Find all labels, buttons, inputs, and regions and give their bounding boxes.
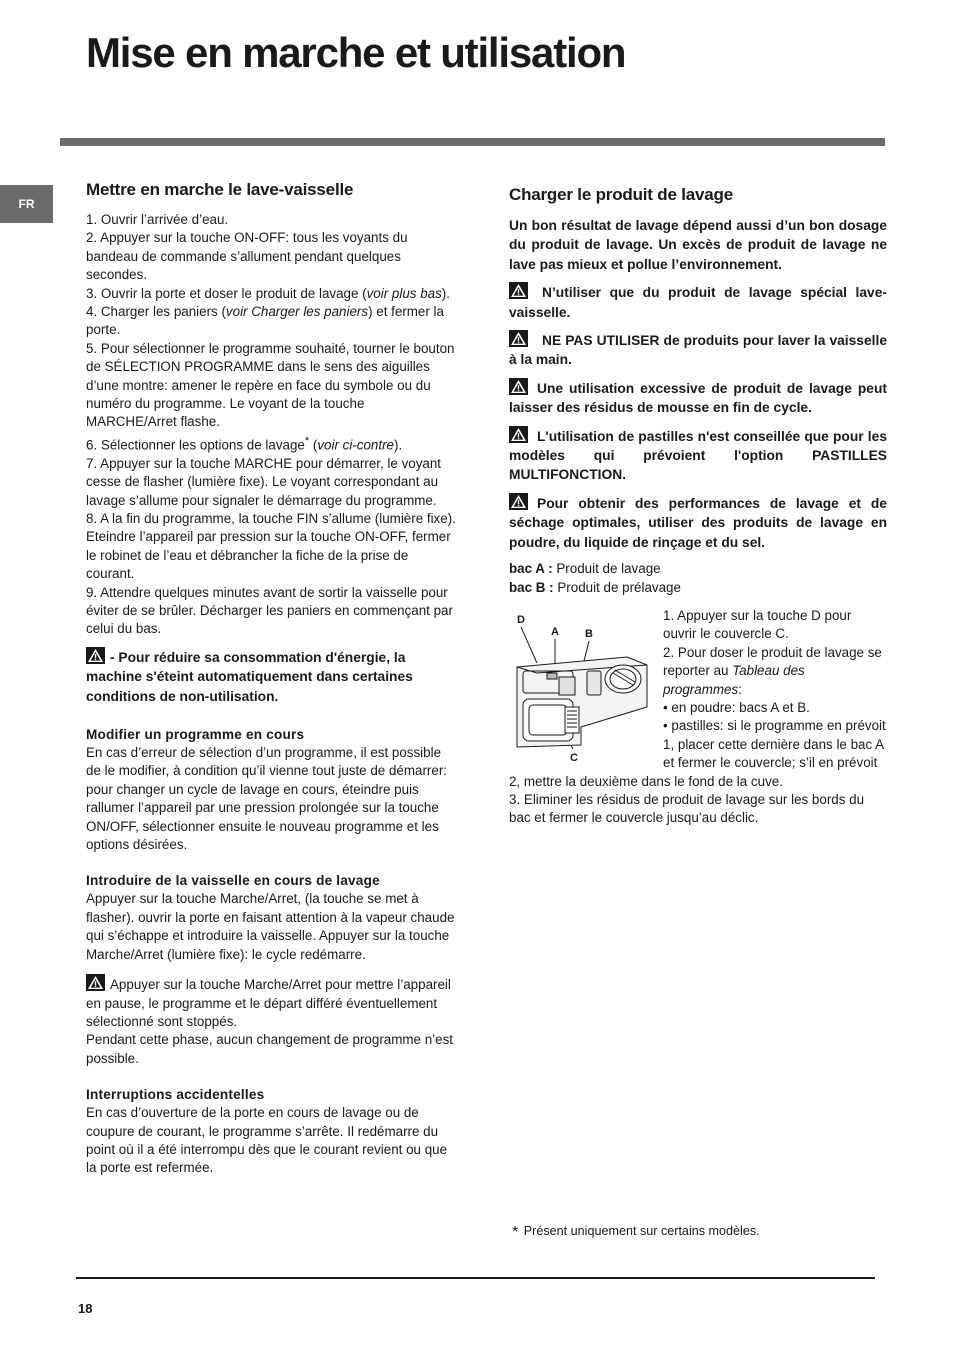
- step-3: [86, 285, 458, 303]
- dispenser-step-2-text: 2. Pour doser le produit de lavage se reporter au: [663, 644, 882, 679]
- step-3-end: ).: [441, 285, 450, 301]
- section-heading-start: Mettre en marche le lave-vaisselle: [86, 180, 354, 199]
- label-d: D: [517, 613, 525, 626]
- language-tab: FR: [0, 185, 53, 223]
- footnote: [512, 1222, 760, 1242]
- step-6: [86, 432, 458, 455]
- left-column: [86, 178, 458, 1178]
- warning-icon: [509, 378, 528, 395]
- footnote-text: Présent uniquement sur certains modèles.: [523, 1224, 760, 1238]
- step-4-ref: voir Charger les paniers: [225, 304, 369, 320]
- label-b: B: [585, 627, 593, 640]
- step-4: [86, 303, 458, 340]
- modify-text: En cas d’erreur de sélection d’un programme, il est possible de le modifier, à condition qu’il vienne tout juste de démarrer: pour changer un cycle de lavage en cours, éteindre puis rallumer l’appareil par une pression prolongée sur la touche ON/OFF, sélectionner ensuite le nouveau programme et les options désirées.: [86, 745, 448, 853]
- label-a: A: [551, 625, 559, 638]
- step-8: 8. A la fin du programme, la touche FIN s’allume (lumière fixe). Eteindre l’appareil par pression sur la touche ON-OFF, fermer le robinet de l’eau et débrancher la fiche de la prise de courant.: [86, 510, 456, 582]
- detergent-dispenser-diagram: [509, 607, 659, 767]
- step-4-end: ) et fermer la porte.: [86, 304, 444, 338]
- step-6-asterisk: *: [304, 434, 310, 447]
- step-2: 2. Appuyer sur la touche ON-OFF: tous les voyants du bandeau de commande s’allument pendant quelques secondes.: [86, 230, 408, 283]
- bac-a-label: bac A :: [509, 561, 553, 577]
- warning-icon: [509, 493, 528, 510]
- bac-a-line: [509, 560, 887, 578]
- introduce-heading: Introduire de la vaisselle en cours de lavage: [86, 873, 380, 889]
- page-number: 18: [78, 1301, 93, 1316]
- step-1: 1. Ouvrir l’arrivée d’eau.: [86, 212, 229, 227]
- warning-3: [509, 378, 887, 418]
- warning-5-text: Pour obtenir des performances de lavage et de séchage optimales, utiliser des produits de lavage en poudre, du liquide de rinçage et du sel.: [509, 495, 887, 550]
- warning-icon: [509, 426, 528, 443]
- dispenser-step-2-ref: Tableau des programmes: [663, 663, 805, 697]
- step-3-ref: voir plus bas: [366, 285, 442, 301]
- step-4-text: 4. Charger les paniers (: [86, 304, 226, 320]
- dispenser-step-2-end: :: [738, 681, 742, 697]
- step-9: 9. Attendre quelques minutes avant de sortir la vaisselle pour éviter de se brûler. Décharger les paniers en commençant par celui du bas.: [86, 584, 453, 637]
- warning-icon: [509, 330, 528, 347]
- interrupt-text: En cas d’ouverture de la porte en cours de lavage ou de coupure de courant, le programme s’arrête. Il redémarre du point où il a été interrompu dès que le courant revient ou que la porte est refermée.: [86, 1105, 448, 1176]
- footer-divider: [76, 1277, 875, 1279]
- interrupt-heading: Interruptions accidentelles: [86, 1087, 265, 1103]
- modify-heading: Modifier un programme en cours: [86, 727, 305, 743]
- pause-text: [86, 974, 458, 1031]
- energy-warning-text: - Pour réduire sa consommation d'énergie, la machine s'éteint automatiquement dans certaines conditions de non-utilisation.: [86, 649, 413, 704]
- step-6-open: (: [309, 437, 318, 453]
- page-title: Mise en marche et utilisation: [86, 29, 626, 76]
- pause-text-content: Appuyer sur la touche Marche/Arret pour mettre l’appareil en pause, le programme et le départ différé éventuellement sélectionné sont stoppés.: [86, 977, 451, 1029]
- dispenser-step-3: 3. Eliminer les résidus de produit de lavage sur les bords du bac et fermer le couvercle jusqu’au déclic.: [509, 791, 865, 826]
- step-7: 7. Appuyer sur la touche MARCHE pour démarrer, le voyant cesse de flasher (lumière fixe). Le voyant correspondant au lavage s’allume pour signaler le démarrage du programme.: [86, 455, 442, 508]
- warning-icon: [86, 647, 105, 664]
- introduce-text: Appuyer sur la touche Marche/Arret, (la touche se met à flasher). ouvrir la porte en faisant attention à la vapeur chaude qui s’échappe et introduire la vaisselle. Appuyer sur la touche Marche/Arret (lumière fixe): le cycle redémarre.: [86, 891, 455, 962]
- step-6-ref: voir ci-contre: [317, 437, 394, 453]
- title-divider: [60, 138, 885, 146]
- label-c: C: [570, 751, 578, 764]
- warning-2-text: NE PAS UTILISER de produits pour laver la vaisselle à la main.: [509, 333, 887, 368]
- warning-5: [509, 493, 887, 552]
- bac-b-line: [509, 579, 887, 597]
- dispenser-section: [509, 607, 887, 828]
- dispenser-body: [517, 657, 647, 747]
- pause-text-2: Pendant cette phase, aucun changement de programme n’est possible.: [86, 1032, 453, 1066]
- energy-warning: [86, 647, 458, 706]
- bac-b-label: bac B :: [509, 579, 554, 595]
- section-heading-detergent: Charger le produit de lavage: [509, 185, 733, 204]
- step-3-text: 3. Ouvrir la porte et doser le produit de lavage (: [86, 285, 367, 301]
- step-6-end: ).: [394, 437, 403, 453]
- step-5: 5. Pour sélectionner le programme souhaité, tourner le bouton de SÉLECTION PROGRAMME dans le sens des aiguilles d’une montre: amener le repère en face du symbole ou du numéro du programme. Le voyant de la touche MARCHE/Arret flashe.: [86, 340, 455, 430]
- dispenser-bullet-1: • en poudre: bacs A et B.: [663, 699, 810, 715]
- step-6-text: 6. Sélectionner les options de lavage: [86, 437, 305, 453]
- warning-1: [509, 282, 887, 322]
- bac-a-text: Produit de lavage: [552, 561, 661, 577]
- warning-icon: [509, 282, 528, 299]
- detergent-intro: Un bon résultat de lavage dépend aussi d’un bon dosage du produit de lavage. Un excès de produit de lavage ne lave pas mieux et pollue l’environnement.: [509, 218, 887, 272]
- footnote-asterisk: *: [512, 1224, 519, 1241]
- dispenser-bullet-2: • pastilles: si le programme en prévoit 1, placer cette dernière dans le bac A et fermer le couvercle; s’il en prévoit 2, mettre la deuxième dans le fond de la cuve.: [509, 718, 886, 789]
- start-steps: [86, 211, 458, 639]
- warning-4: [509, 426, 887, 485]
- warning-1-text: N’utiliser que du produit de lavage spécial lave-vaisselle.: [509, 285, 887, 320]
- pointer-d: [521, 627, 537, 663]
- warning-4-text: L'utilisation de pastilles n'est conseillée que pour les modèles qui prévoient l'option PASTILLES MULTIFONCTION.: [509, 428, 887, 483]
- dispenser-step-1: 1. Appuyer sur la touche D pour ouvrir le couvercle C.: [663, 607, 852, 642]
- warning-2: [509, 330, 887, 370]
- right-column: [509, 183, 887, 828]
- warning-icon: [86, 974, 105, 991]
- bac-b-text: Produit de prélavage: [553, 579, 681, 595]
- warning-3-text: Une utilisation excessive de produit de lavage peut laisser des résidus de mousse en fin de cycle.: [509, 380, 887, 416]
